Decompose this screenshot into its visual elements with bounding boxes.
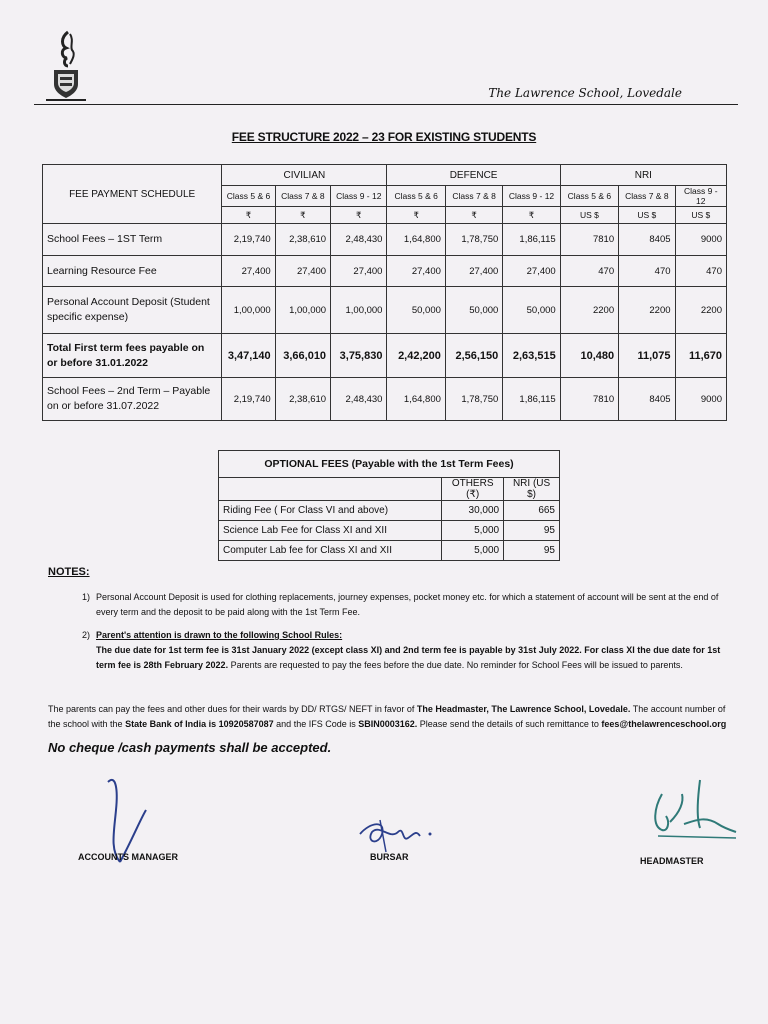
fee-cell: 27,400: [222, 256, 275, 287]
fee-cell: 50,000: [445, 287, 502, 334]
fee-cell: 2,19,740: [222, 378, 275, 421]
class-header: Class 7 & 8: [275, 186, 330, 207]
headmaster-label: HEADMASTER: [640, 856, 704, 866]
header-rule: [34, 104, 738, 105]
table-row: [43, 224, 727, 256]
payment-text: Please send the details of such remittance to: [419, 719, 599, 729]
optional-fees-title: OPTIONAL FEES (Payable with the 1st Term Fees): [219, 451, 560, 478]
currency-header: ₹: [387, 207, 445, 224]
school-name: The Lawrence School, Lovedale: [488, 86, 682, 100]
empty-header: [219, 478, 442, 501]
school-crest-logo: [40, 30, 88, 102]
note-item: [82, 628, 732, 673]
row-label: School Fees – 1ST Term: [43, 224, 222, 256]
fee-cell: 27,400: [387, 256, 445, 287]
payment-instructions: [48, 702, 728, 732]
fee-cell: 2,38,610: [275, 378, 330, 421]
fee-cell: 2,38,610: [275, 224, 330, 256]
fee-cell: 3,75,830: [331, 334, 387, 378]
table-row: [43, 378, 727, 421]
row-label: Personal Account Deposit (Student specific expense): [43, 287, 222, 334]
table-row: [219, 521, 560, 541]
fee-cell: 10,480: [560, 334, 618, 378]
fee-cell: 5,000: [442, 521, 504, 541]
fee-cell: 8405: [619, 378, 675, 421]
payment-text: The parents can pay the fees and other dues for their wards by DD/ RTGS/ NEFT in favor of: [48, 704, 415, 714]
currency-header: ₹: [445, 207, 502, 224]
ifsc-code: SBIN0003162.: [358, 719, 418, 729]
note-due-dates: The due date for 1st term fee is 31st January 2022 (except class XI) and 2nd term fee is payable by 31st July 2022. For class XI the due date for 1st term fee is 28th February 2022.: [96, 645, 721, 670]
note-item: [82, 590, 732, 620]
note-number: 2): [82, 630, 91, 640]
fee-cell: 7810: [560, 378, 618, 421]
currency-header: US $: [619, 207, 675, 224]
table-row: [43, 256, 727, 287]
fee-cell: 95: [504, 521, 560, 541]
row-label: Science Lab Fee for Class XI and XII: [219, 521, 442, 541]
currency-header: ₹: [503, 207, 560, 224]
column-header: NRI (US $): [504, 478, 560, 501]
fee-cell: 27,400: [275, 256, 330, 287]
optional-fees-table: [218, 450, 560, 561]
bursar-label: BURSAR: [370, 852, 409, 862]
fee-cell: 9000: [675, 378, 726, 421]
fee-cell: 27,400: [331, 256, 387, 287]
notes-heading: NOTES:: [48, 566, 90, 578]
currency-header: US $: [560, 207, 618, 224]
fee-cell: 1,86,115: [503, 224, 560, 256]
fee-cell: 1,00,000: [222, 287, 275, 334]
fee-cell: 50,000: [503, 287, 560, 334]
class-header: Class 5 & 6: [387, 186, 445, 207]
no-cash-notice: No cheque /cash payments shall be accepted.: [48, 740, 332, 755]
fee-cell: 27,400: [503, 256, 560, 287]
fee-cell: 2200: [619, 287, 675, 334]
group-header: DEFENCE: [387, 165, 560, 186]
fee-cell: 2,48,430: [331, 378, 387, 421]
fee-cell: 1,86,115: [503, 378, 560, 421]
fee-cell: 1,78,750: [445, 378, 502, 421]
fee-cell: 7810: [560, 224, 618, 256]
class-header: Class 9 - 12: [331, 186, 387, 207]
fee-cell: 470: [619, 256, 675, 287]
fee-cell: 5,000: [442, 541, 504, 561]
currency-header: ₹: [275, 207, 330, 224]
fee-cell: 30,000: [442, 501, 504, 521]
row-label: Riding Fee ( For Class VI and above): [219, 501, 442, 521]
fee-cell: 50,000: [387, 287, 445, 334]
fee-cell: 2200: [675, 287, 726, 334]
fee-structure-table: [42, 164, 727, 421]
class-header: Class 9 - 12: [675, 186, 726, 207]
row-label: School Fees – 2nd Term – Payable on or before 31.07.2022: [43, 378, 222, 421]
currency-header: ₹: [222, 207, 275, 224]
table-row: [219, 501, 560, 521]
table-row-total: [43, 334, 727, 378]
fee-cell: 2200: [560, 287, 618, 334]
fee-cell: 95: [504, 541, 560, 561]
note-text: Personal Account Deposit is used for clothing replacements, journey expenses, pocket money etc. for which a statement of account will be sent at the end of every term and the deposit to be paid along with the 1st Term Fee.: [96, 592, 719, 617]
group-header: NRI: [560, 165, 726, 186]
note-number: 1): [82, 592, 91, 602]
schedule-header: FEE PAYMENT SCHEDULE: [43, 165, 222, 224]
page-title: FEE STRUCTURE 2022 – 23 FOR EXISTING STUDENTS: [231, 130, 537, 144]
class-header: Class 7 & 8: [445, 186, 502, 207]
fee-cell: 3,47,140: [222, 334, 275, 378]
payment-text: The account number of the school with the: [48, 704, 726, 729]
table-row: [43, 287, 727, 334]
fee-cell: 470: [560, 256, 618, 287]
class-header: Class 7 & 8: [619, 186, 675, 207]
class-header: Class 5 & 6: [560, 186, 618, 207]
fee-cell: 2,42,200: [387, 334, 445, 378]
fee-cell: 2,56,150: [445, 334, 502, 378]
fee-cell: 3,66,010: [275, 334, 330, 378]
fee-cell: 1,64,800: [387, 224, 445, 256]
fee-cell: 470: [675, 256, 726, 287]
column-header: OTHERS (₹): [442, 478, 504, 501]
table-row: [219, 541, 560, 561]
class-header: Class 5 & 6: [222, 186, 275, 207]
currency-header: ₹: [331, 207, 387, 224]
bank-account: State Bank of India is 10920587087: [125, 719, 274, 729]
payment-text: and the IFS Code is: [276, 719, 356, 729]
fee-cell: 11,075: [619, 334, 675, 378]
note-text: Parents are requested to pay the fees before the due date. No reminder for School Fees will be issued to parents.: [230, 660, 683, 670]
row-label: Total First term fees payable on or before 31.01.2022: [43, 334, 222, 378]
fee-cell: 665: [504, 501, 560, 521]
fees-email: fees@thelawrenceschool.org: [601, 719, 727, 729]
class-header: Class 9 - 12: [503, 186, 560, 207]
headmaster-signature: [640, 772, 740, 844]
fee-cell: 9000: [675, 224, 726, 256]
currency-header: US $: [675, 207, 726, 224]
group-header: CIVILIAN: [222, 165, 387, 186]
fee-cell: 2,19,740: [222, 224, 275, 256]
fee-cell: 2,63,515: [503, 334, 560, 378]
fee-cell: 1,00,000: [331, 287, 387, 334]
payee-name: The Headmaster, The Lawrence School, Lovedale.: [416, 704, 631, 714]
fee-cell: 1,00,000: [275, 287, 330, 334]
row-label: Computer Lab fee for Class XI and XII: [219, 541, 442, 561]
accounts-manager-label: ACCOUNTS MANAGER: [78, 852, 178, 862]
fee-cell: 27,400: [445, 256, 502, 287]
note-heading: Parent's attention is drawn to the following School Rules:: [96, 630, 343, 640]
fee-cell: 2,48,430: [331, 224, 387, 256]
fee-cell: 11,670: [675, 334, 726, 378]
fee-cell: 8405: [619, 224, 675, 256]
fee-cell: 1,64,800: [387, 378, 445, 421]
row-label: Learning Resource Fee: [43, 256, 222, 287]
fee-cell: 1,78,750: [445, 224, 502, 256]
